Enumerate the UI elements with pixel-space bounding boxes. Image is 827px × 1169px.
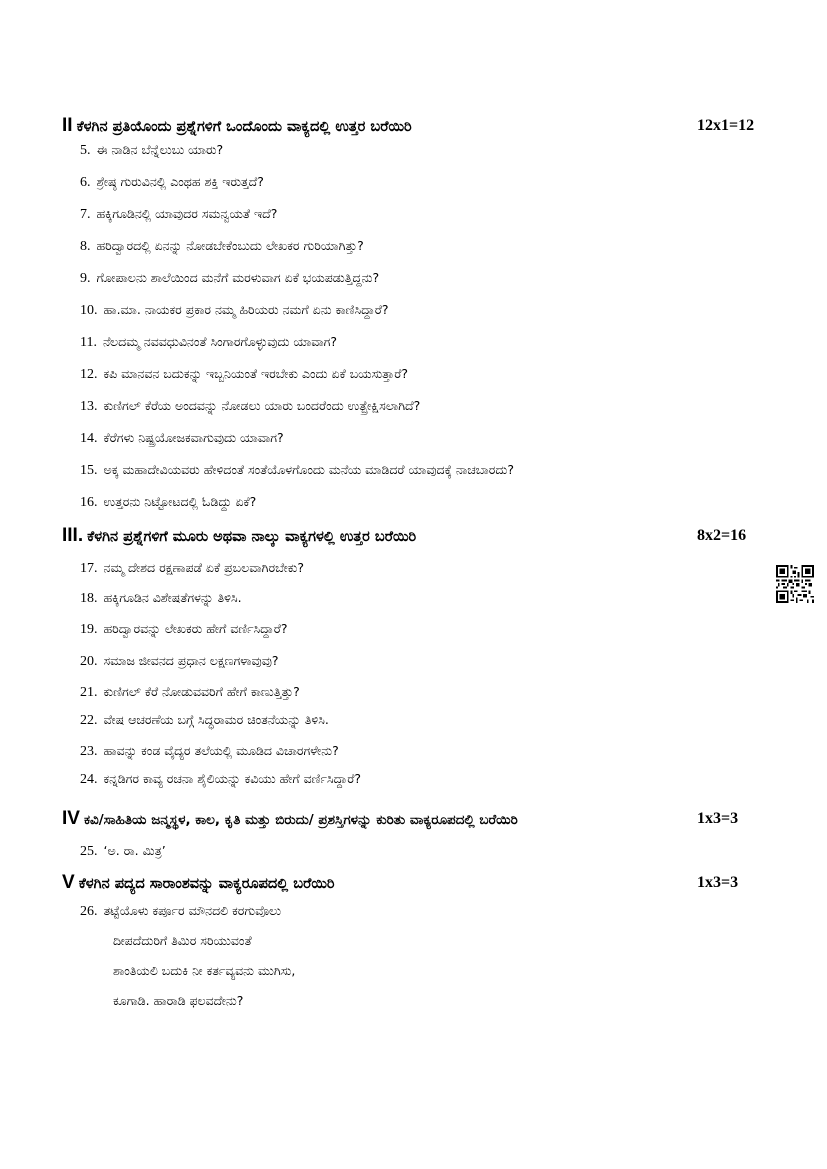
section-2-title: ಕೆಳಗಿನ ಪ್ರತಿಯೊಂದು ಪ್ರಶ್ನೆಗಳಿಗೆ ಒಂದೊಂದು ವಾಕ್ಯದಲ್ಲಿ ಉತ್ತರ ಬರೆಯಿರಿ (76, 119, 412, 135)
question-19: 19. ಹರಿದ್ವಾರವನ್ನು ಲೇಖಕರು ಹೇಗೆ ವರ್ಣಿಸಿದ್ದಾರೆ? (80, 621, 288, 637)
section-5-marks: 1x3=3 (697, 874, 739, 891)
section-2-heading (62, 115, 412, 137)
question-6: 6. ಶ್ರೇಷ್ಠ ಗುರುವಿನಲ್ಲಿ ಎಂಥಹ ಶಕ್ತಿ ಇರುತ್ತದೆ? (80, 174, 264, 190)
poem-line-3: ಶಾಂತಿಯಲಿ ಬದುಕಿ ನೀ ಕರ್ತವ್ಯವನು ಮುಗಿಸು, (113, 963, 296, 978)
question-10: 10. ಹಾ.ಮಾ. ನಾಯಕರ ಪ್ರಕಾರ ನಮ್ಮ ಹಿರಿಯರು ನಮಗೆ ಏನು ಕಾಣಿಸಿದ್ದಾರೆ? (80, 302, 389, 318)
question-20: 20. ಸಮಾಜ ಜೀವನದ ಪ್ರಧಾನ ಲಕ್ಷಣಗಳಾವುವು? (80, 653, 279, 669)
poem-line-4: ಕೂಗಾಡಿ. ಹಾರಾಡಿ ಫಲವದೇನು? (113, 993, 244, 1008)
section-3-title: ಕೆಳಗಿನ ಪ್ರಶ್ನೆಗಳಿಗೆ ಮೂರು ಅಥವಾ ನಾಲ್ಕು ವಾಕ್ಯಗಳಲ್ಲಿ ಉತ್ತರ ಬರೆಯಿರಿ (87, 529, 417, 545)
question-17: 17. ನಮ್ಮ ದೇಶದ ರಕ್ಷಣಾಪಡೆ ಏಕೆ ಪ್ರಬಲವಾಗಿರಬೇಕು? (80, 560, 304, 576)
question-18: 18. ಹಕ್ಕಿಗೂಡಿನ ವಿಶೇಷತೆಗಳನ್ನು ತಿಳಿಸಿ. (80, 590, 242, 606)
question-25: 25. ‘ಅ. ರಾ. ಮಿತ್ರ’ (80, 843, 166, 859)
section-5-heading (62, 872, 335, 894)
question-5: 5. ಈ ನಾಡಿನ ಬೆನ್ನೆಲುಬು ಯಾರು? (80, 142, 224, 158)
question-14: 14. ಕೆರೆಗಳು ನಿಷ್ಪ್ರಯೋಜಕವಾಗುವುದು ಯಾವಾಗ? (80, 430, 284, 446)
question-22: 22. ವೇಷ ಆಚರಣೆಯ ಬಗ್ಗೆ ಸಿದ್ಧರಾಮರ ಚಿಂತನೆಯನ್ನು ತಿಳಿಸಿ. (80, 712, 329, 728)
section-3-heading (62, 525, 416, 547)
question-26: 26. ತಟ್ಟೆಯೊಳು ಕರ್ಪೂರ ಮೌನದಲಿ ಕರಗುವೊಲು (80, 903, 282, 919)
question-16: 16. ಉತ್ತರನು ನಿಟ್ಟೋಟದಲ್ಲಿ ಓಡಿದ್ದು ಏಕೆ? (80, 494, 257, 510)
section-3-marks: 8x2=16 (697, 527, 747, 544)
section-5-number: V (62, 872, 75, 893)
question-7: 7. ಹಕ್ಕಿಗೂಡಿನಲ್ಲಿ ಯಾವುದರ ಸಮನ್ವಯತೆ ಇದೆ? (80, 206, 278, 222)
question-21: 21. ಕುಣಿಗಲ್ ಕೆರೆ ನೋಡುವವರಿಗೆ ಹೇಗೆ ಕಾಣುತ್ತಿತ್ತು? (80, 684, 300, 700)
question-13: 13. ಕುಣಿಗಲ್ ಕೆರೆಯ ಅಂದವನ್ನು ನೋಡಲು ಯಾರು ಬಂದರೆಂದು ಉತ್ಪ್ರೇಕ್ಷಿಸಲಾಗಿದೆ? (80, 398, 421, 414)
question-15: 15. ಅಕ್ಕ ಮಹಾದೇವಿಯವರು ಹೇಳಿದಂತೆ ಸಂತೆಯೊಳಗೊಂದು ಮನೆಯ ಮಾಡಿದರೆ ಯಾವುದಕ್ಕೆ ನಾಚಬಾರದು? (80, 462, 515, 478)
section-4-heading (62, 808, 518, 830)
section-4-number: IV (62, 808, 80, 829)
section-3-number: III. (62, 525, 84, 546)
qr-code-icon (776, 565, 814, 603)
question-8: 8. ಹರಿದ್ವಾರದಲ್ಲಿ ಏನನ್ನು ನೋಡಬೇಕೆಂಬುದು ಲೇಖಕರ ಗುರಿಯಾಗಿತ್ತು? (80, 238, 364, 254)
question-12: 12. ಕಪಿ ಮಾನವನ ಬದುಕನ್ನು ಇಬ್ಬನಿಯಂತೆ ಇರಬೇಕು ಎಂದು ಏಕೆ ಬಯಸುತ್ತಾರೆ? (80, 366, 409, 382)
question-9: 9. ಗೋಪಾಲನು ಶಾಲೆಯಿಂದ ಮನೆಗೆ ಮರಳುವಾಗ ಏಕೆ ಭಯಪಡುತ್ತಿದ್ದನು? (80, 270, 380, 286)
question-24: 24. ಕನ್ನಡಿಗರ ಕಾವ್ಯ ರಚನಾ ಶೈಲಿಯನ್ನು ಕವಿಯು ಹೇಗೆ ವರ್ಣಿಸಿದ್ದಾರೆ? (80, 771, 362, 787)
poem-line-2: ದೀಪದೆದುರಿಗೆ ತಿಮಿರ ಸರಿಯುವಂತೆ (113, 933, 252, 948)
section-4-title: ಕವಿ/ಸಾಹಿತಿಯ ಜನ್ಮಸ್ಥಳ, ಕಾಲ, ಕೃತಿ ಮತ್ತು ಬಿರುದು/ ಪ್ರಶಸ್ತಿಗಳನ್ನು ಕುರಿತು ವಾಕ್ಯರೂಪದಲ್ಲಿ ಬರೆಯಿರಿ (83, 812, 518, 828)
question-11: 11. ನೆಲದಮ್ಮ ನವವಧುವಿನಂತೆ ಸಿಂಗಾರಗೊಳ್ಳುವುದು ಯಾವಾಗ? (80, 334, 338, 350)
section-4-marks: 1x3=3 (697, 810, 739, 827)
section-2-number: II (62, 115, 73, 136)
question-23: 23. ಹಾವನ್ನು ಕಂಡ ವೈದ್ಯರ ತಲೆಯಲ್ಲಿ ಮೂಡಿದ ವಿಚಾರಗಳೇನು? (80, 743, 339, 759)
section-5-title: ಕೆಳಗಿನ ಪದ್ಯದ ಸಾರಾಂಶವನ್ನು ವಾಕ್ಯರೂಪದಲ್ಲಿ ಬರೆಯಿರಿ (78, 876, 335, 892)
section-2-marks: 12x1=12 (697, 117, 755, 134)
